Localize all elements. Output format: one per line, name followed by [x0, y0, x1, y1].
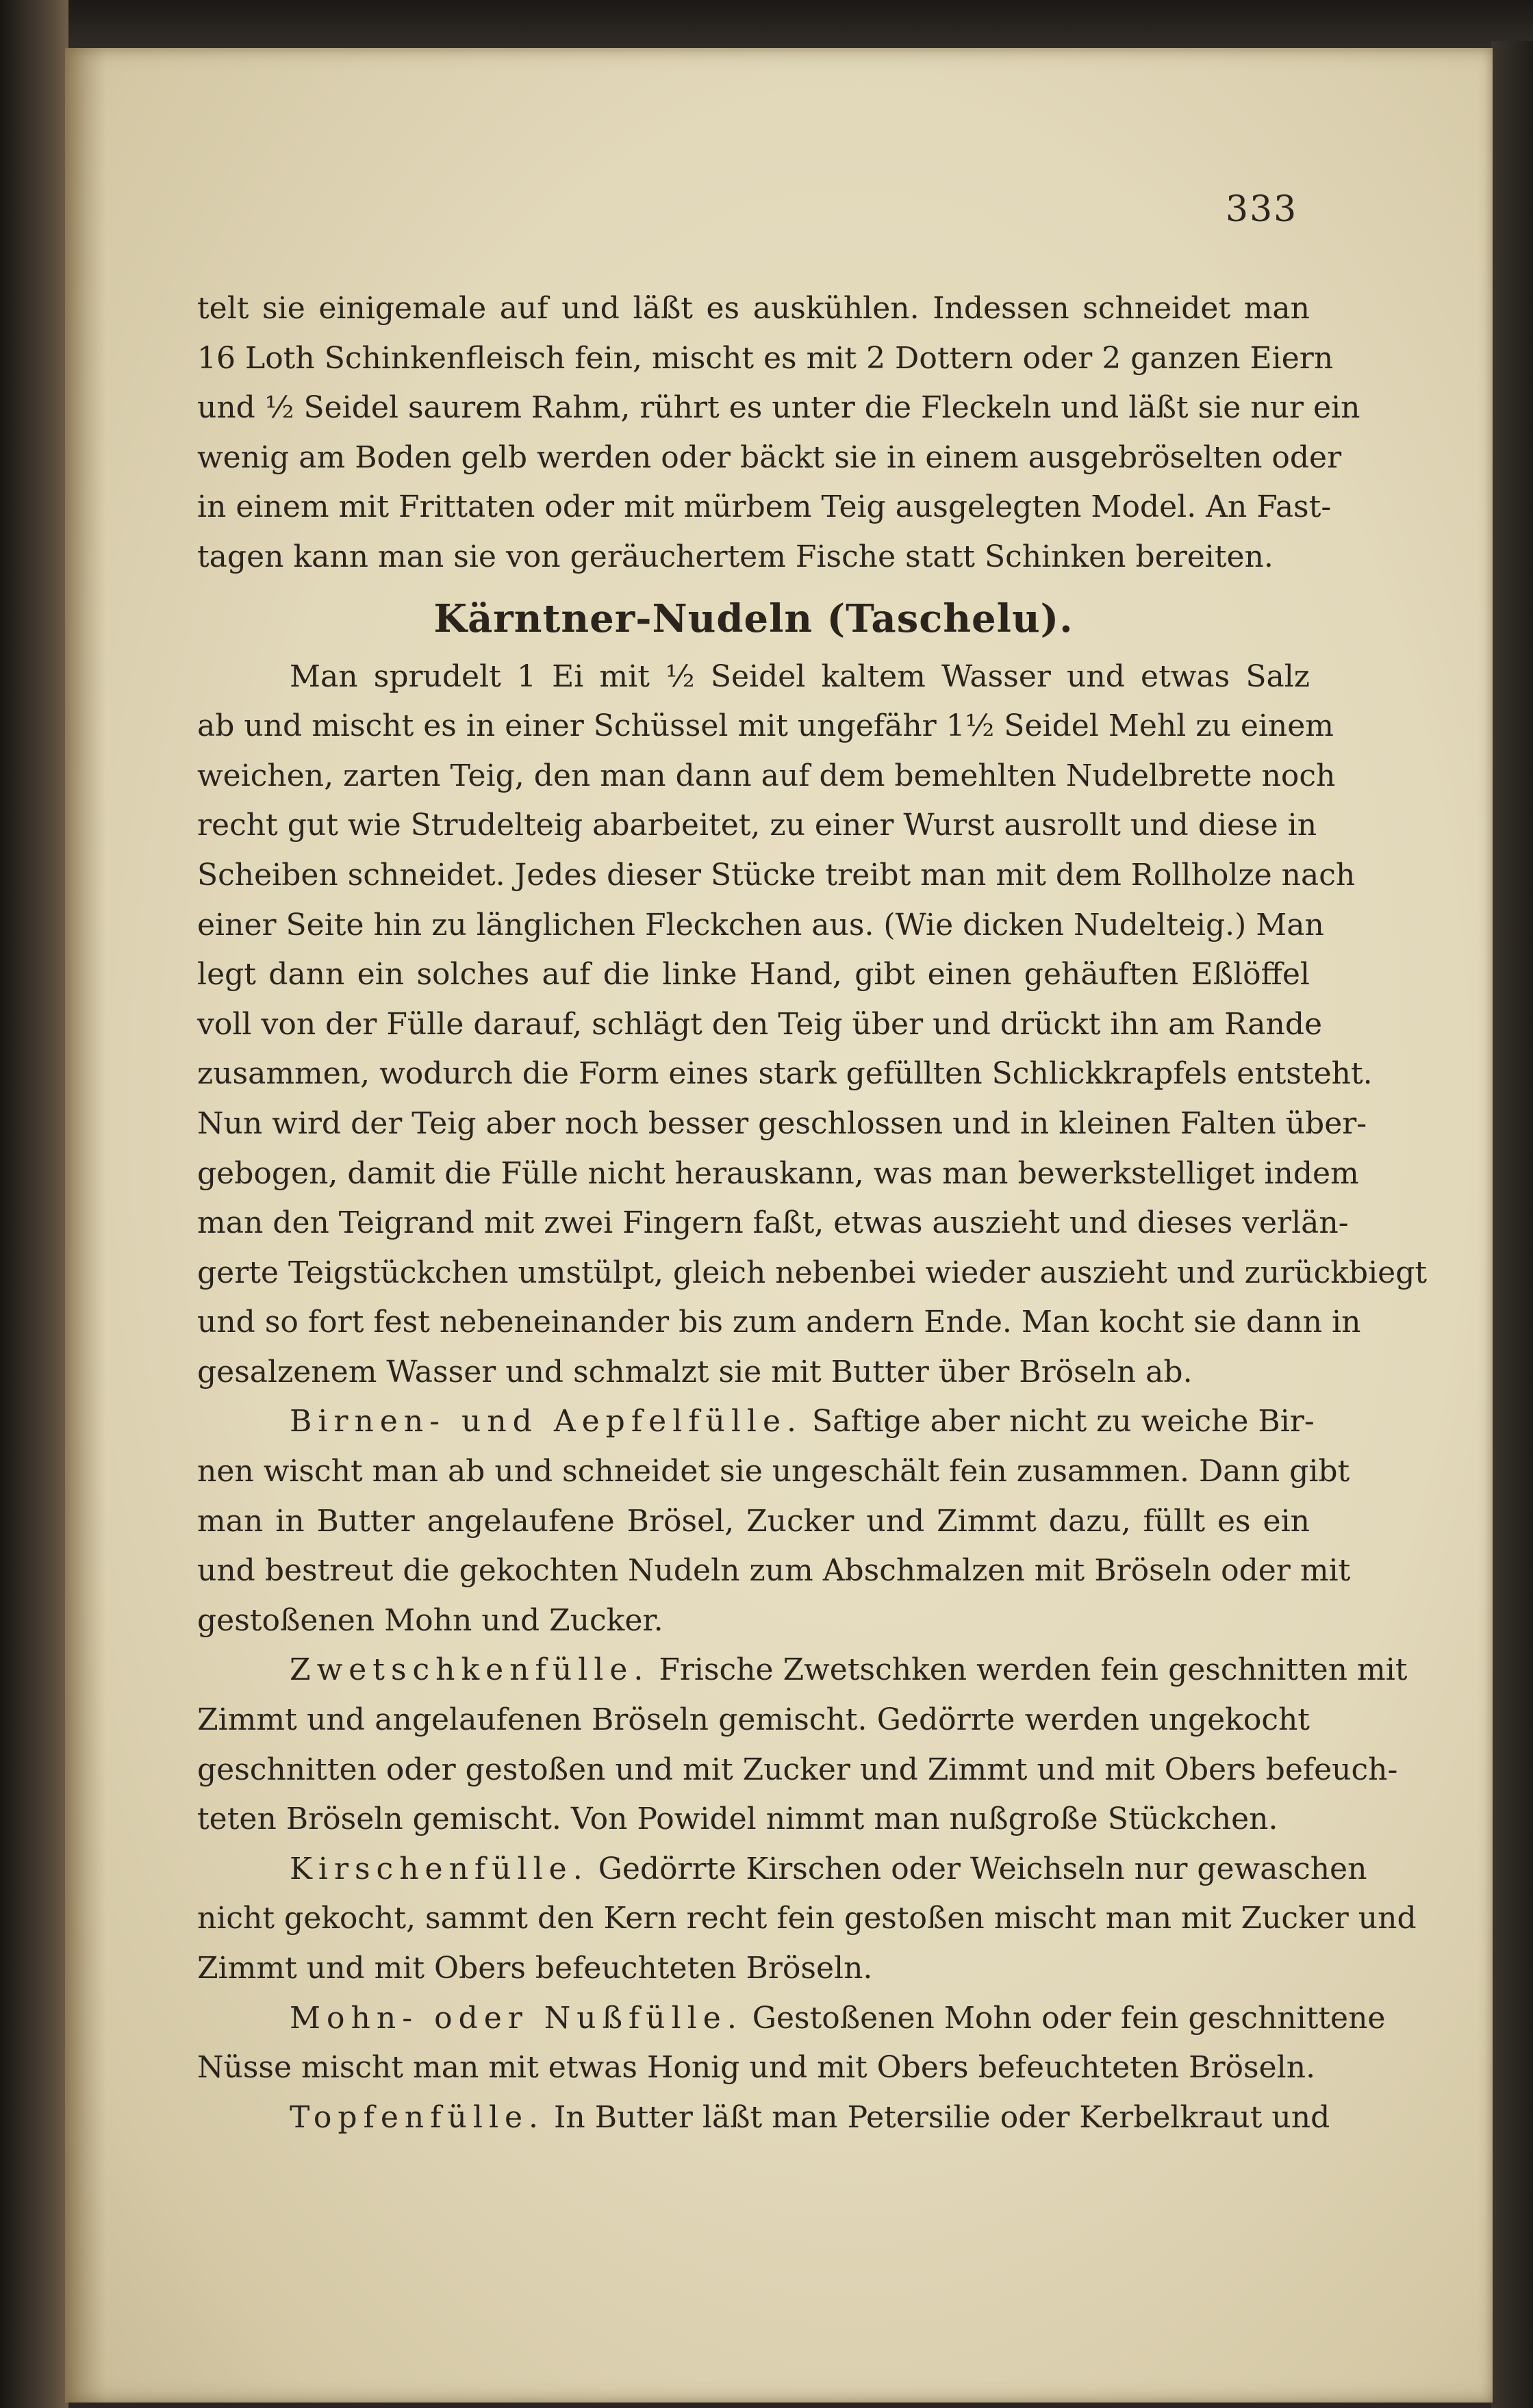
filling-text: In Butter läßt man Petersilie oder Kerbelkraut und — [544, 2099, 1330, 2135]
book-spine — [0, 0, 68, 2408]
page-edge-shadow — [1491, 41, 1533, 2408]
text-line: 16 Loth Schinkenfleisch fein, mischt es mit 2 Dottern oder 2 ganzen Eiern — [197, 340, 1334, 376]
text-line: in einem mit Frittaten oder mit mürbem Teig ausgelegten Model. An Fast- — [197, 489, 1332, 525]
text-line: man den Teigrand mit zwei Fingern faßt, etwas auszieht und dieses verlän- — [197, 1205, 1349, 1241]
text-line — [197, 1397, 1315, 1447]
text-line: gerte Teigstückchen umstülpt, gleich nebenbei wieder auszieht und zurückbiegt — [197, 1255, 1428, 1290]
text-line: man in Butter angelaufene Brösel, Zucker und Zimmt dazu, füllt es ein — [197, 1503, 1310, 1539]
text-line: und ½ Seidel saurem Rahm, rührt es unter die Fleckeln und läßt sie nur ein — [197, 390, 1360, 426]
page-text — [197, 284, 1428, 2142]
text-line: telt sie einigemale auf und läßt es auskühlen. Indessen schneidet man — [197, 291, 1310, 326]
filling-term: Mohn- oder Nußfülle. — [290, 2000, 743, 2036]
filling-term: Topfenfülle. — [290, 2099, 545, 2135]
filling-text: Gedörrte Kirschen oder Weichseln nur gewaschen — [588, 1851, 1367, 1886]
text-line: ab und mischt es in einer Schüssel mit ungefähr 1½ Seidel Mehl zu einem — [197, 708, 1334, 744]
text-line: Scheiben schneidet. Jedes dieser Stücke treibt man mit dem Rollholze nach — [197, 857, 1356, 893]
filling-text: Saftige aber nicht zu weiche Bir- — [802, 1404, 1315, 1439]
filling-term: Zwetschkenfülle. — [290, 1652, 650, 1688]
text-line: Nun wird der Teig aber noch besser geschlossen und in kleinen Falten über- — [197, 1105, 1367, 1141]
text-line: Zimmt und mit Obers befeuchteten Bröseln. — [197, 1951, 873, 1986]
text-line — [197, 2093, 1330, 2143]
text-line: zusammen, wodurch die Form eines stark gefüllten Schlickkrapfels entsteht. — [197, 1056, 1373, 1092]
text-line — [197, 1994, 1386, 2044]
text-line: gestoßenen Mohn und Zucker. — [197, 1602, 663, 1638]
filling-text: Frische Zwetschken werden fein geschnitten mit — [649, 1652, 1408, 1688]
text-line: teten Bröseln gemischt. Von Powidel nimmt man nußgroße Stückchen. — [197, 1802, 1278, 1837]
text-line: nicht gekocht, sammt den Kern recht fein gestoßen mischt man mit Zucker und — [197, 1901, 1417, 1936]
recipe-heading: Kärntner-Nudeln (Taschelu). — [433, 595, 1074, 641]
filling-term: Birnen- und Aepfelfülle. — [290, 1404, 803, 1439]
filling-text: Gestoßenen Mohn oder fein geschnittene — [742, 2000, 1386, 2036]
text-line: gebogen, damit die Fülle nicht herauskann, was man bewerkstelliget indem — [197, 1155, 1359, 1191]
text-line: Man sprudelt 1 Ei mit ½ Seidel kaltem Wasser und etwas Salz — [290, 658, 1310, 694]
filling-term: Kirschenfülle. — [290, 1851, 589, 1886]
page-gutter — [65, 48, 106, 2403]
text-line: voll von der Fülle darauf, schlägt den Teig über und drückt ihn am Rande — [197, 1006, 1323, 1042]
text-line: legt dann ein solches auf die linke Hand, gibt einen gehäuften Eßlöffel — [197, 957, 1310, 992]
text-line — [197, 1645, 1408, 1695]
text-line: wenig am Boden gelb werden oder bäckt sie in einem ausgebröselten oder — [197, 439, 1342, 475]
text-line: und so fort fest nebeneinander bis zum andern Ende. Man kocht sie dann in — [197, 1305, 1361, 1340]
text-line — [197, 1845, 1367, 1895]
text-line: einer Seite hin zu länglichen Fleckchen aus. (Wie dicken Nudelteig.) Man — [197, 907, 1324, 943]
text-line: recht gut wie Strudelteig abarbeitet, zu einer Wurst ausrollt und diese in — [197, 808, 1317, 843]
text-line: geschnitten oder gestoßen und mit Zucker und Zimmt und mit Obers befeuch- — [197, 1752, 1398, 1787]
text-line: und bestreut die gekochten Nudeln zum Abschmalzen mit Bröseln oder mit — [197, 1553, 1351, 1589]
text-line: nen wischt man ab und schneidet sie ungeschält fein zusammen. Dann gibt — [197, 1454, 1350, 1489]
text-line: gesalzenem Wasser und schmalzt sie mit Butter über Bröseln ab. — [197, 1354, 1193, 1389]
page-number: 333 — [1226, 189, 1298, 230]
text-line: Zimmt und angelaufenen Bröseln gemischt. Gedörrte werden ungekocht — [197, 1702, 1310, 1738]
text-line: tagen kann man sie von geräuchertem Fische statt Schinken bereiten. — [197, 539, 1274, 574]
text-line: weichen, zarten Teig, den man dann auf dem bemehlten Nudelbrette noch — [197, 758, 1336, 793]
text-line: Nüsse mischt man mit etwas Honig und mit Obers befeuchteten Bröseln. — [197, 2050, 1316, 2086]
